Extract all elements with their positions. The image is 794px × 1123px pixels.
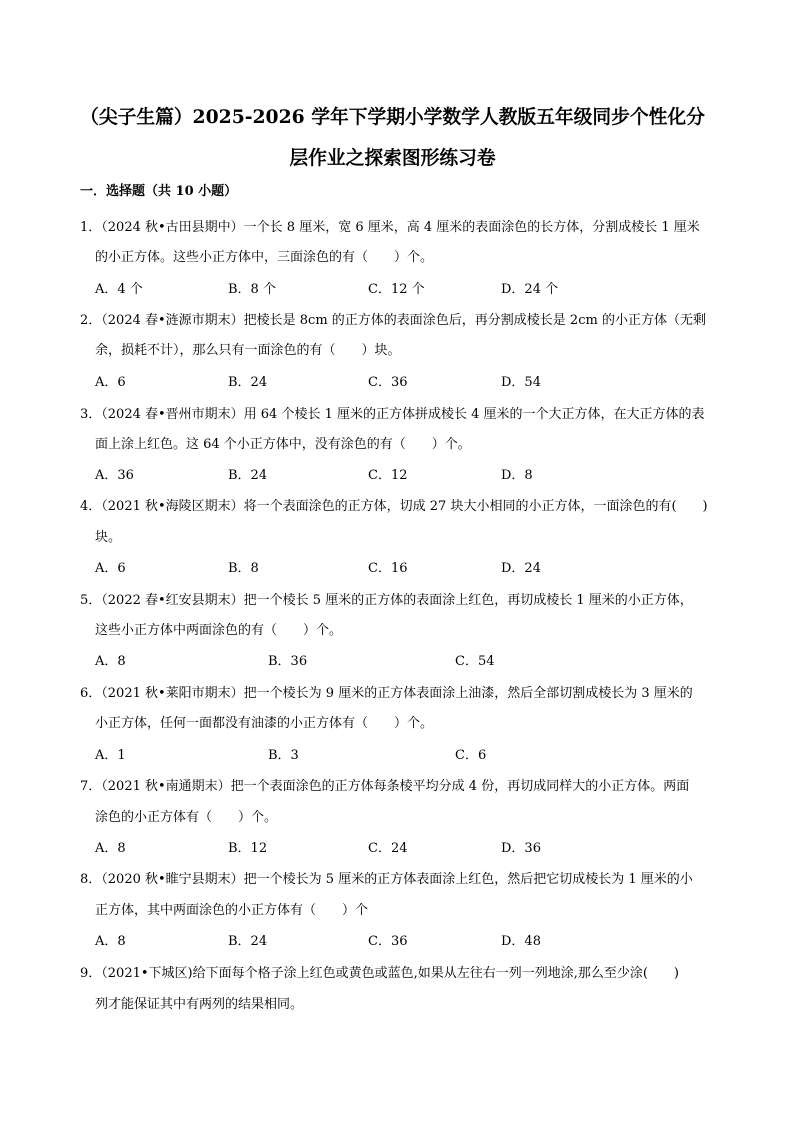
question-6-line-1: 6．（2021 秋•莱阳市期末）把一个棱长为 9 厘米的正方体表面涂上油漆，然后全部切割成棱长为 3 厘米的 bbox=[80, 686, 693, 701]
question-5-option-a: A．8 bbox=[95, 654, 126, 669]
question-2-line-1: 2．（2024 春•涟源市期末）把棱长是 8cm 的正方体的表面涂色后，再分割成棱长是 2cm 的小正方体（无剩 bbox=[80, 313, 706, 328]
question-2-option-d: D．54 bbox=[501, 375, 541, 390]
question-6-option-a: A．1 bbox=[95, 748, 126, 763]
question-8-line-2: 正方体，其中两面涂色的小正方体有（ ）个 bbox=[95, 903, 369, 918]
question-2-line-2: 余，损耗不计），那么只有一面涂色的有（ ）块。 bbox=[95, 343, 401, 358]
question-4-line-1: 4．（2021 秋•海陵区期末）将一个表面涂色的正方体，切成 27 块大小相同的小正方体，一面涂色的有( ) bbox=[80, 499, 708, 514]
question-7-option-a: A．8 bbox=[95, 841, 126, 856]
question-8-option-d: D．48 bbox=[501, 934, 541, 949]
question-7-option-b: B．12 bbox=[228, 841, 268, 856]
question-2-option-b: B．24 bbox=[228, 375, 268, 390]
question-8-line-1: 8．（2020 秋•睢宁县期末）把一个棱长为 5 厘米的正方体表面涂上红色，然后把它切成棱长为 1 厘米的小 bbox=[80, 872, 693, 887]
question-3-option-a: A．36 bbox=[95, 468, 134, 483]
question-4-option-c: C．16 bbox=[368, 561, 408, 576]
question-3-line-2: 面上涂上红色。这 64 个小正方体中，没有涂色的有（ ）个。 bbox=[95, 437, 471, 452]
question-7-option-c: C．24 bbox=[368, 841, 408, 856]
document-title-line-2: 层作业之探索图形练习卷 bbox=[289, 147, 496, 169]
question-6-line-2: 小正方体，任何一面都没有油漆的小正方体有（ ）个。 bbox=[95, 716, 434, 731]
question-1-line-2: 的小正方体。这些小正方体中，三面涂色的有（ ）个。 bbox=[95, 250, 434, 265]
question-1-option-a: A．4 个 bbox=[95, 282, 143, 297]
question-8-option-c: C．36 bbox=[368, 934, 408, 949]
question-9-line-1: 9．（2021•下城区)给下面每个格子涂上红色或黄色或蓝色,如果从左往右一列一列地涂,那么至少涂( ) bbox=[80, 966, 680, 981]
question-3-option-c: C．12 bbox=[368, 468, 408, 483]
question-8-option-b: B．24 bbox=[228, 934, 268, 949]
question-6-option-c: C．6 bbox=[455, 748, 487, 763]
question-5-option-c: C．54 bbox=[455, 654, 495, 669]
document-title-line-1: （尖子生篇）2025-2026 学年下学期小学数学人教版五年级同步个性化分 bbox=[80, 106, 705, 128]
question-5-line-1: 5．（2022 春•红安县期末）把一个棱长 5 厘米的正方体的表面涂上红色，再切成棱长 1 厘米的小正方体， bbox=[80, 593, 693, 608]
question-4-option-b: B．8 bbox=[228, 561, 259, 576]
question-8-option-a: A．8 bbox=[95, 934, 126, 949]
question-2-option-a: A．6 bbox=[95, 375, 126, 390]
question-1-option-d: D．24 个 bbox=[501, 282, 559, 297]
section-heading: 一．选择题（共 10 小题） bbox=[80, 184, 238, 199]
question-1-option-c: C．12 个 bbox=[368, 282, 425, 297]
question-7-line-2: 涂色的小正方体有（ ）个。 bbox=[95, 810, 278, 825]
question-1-option-b: B．8 个 bbox=[228, 282, 276, 297]
question-5-line-2: 这些小正方体中两面涂色的有（ ）个。 bbox=[95, 623, 343, 638]
question-7-option-d: D．36 bbox=[501, 841, 541, 856]
question-2-option-c: C．36 bbox=[368, 375, 408, 390]
question-4-line-2: 块。 bbox=[95, 530, 122, 545]
question-3-option-d: D．8 bbox=[501, 468, 533, 483]
question-4-option-d: D．24 bbox=[501, 561, 541, 576]
question-1-line-1: 1．（2024 秋•古田县期中）一个长 8 厘米，宽 6 厘米，高 4 厘米的表面涂色的长方体，分割成棱长 1 厘米 bbox=[80, 220, 700, 235]
question-7-line-1: 7．（2021 秋•南通期末）把一个表面涂色的正方体每条棱平均分成 4 份，再切成同样大的小正方体。两面 bbox=[80, 779, 690, 794]
question-3-line-1: 3．（2024 春•晋州市期末）用 64 个棱长 1 厘米的正方体拼成棱长 4 厘米的一个大正方体，在大正方体的表 bbox=[80, 407, 705, 422]
question-9-line-2: 列才能保证其中有两列的结果相同。 bbox=[95, 997, 304, 1012]
question-6-option-b: B．3 bbox=[268, 748, 299, 763]
question-4-option-a: A．6 bbox=[95, 561, 126, 576]
question-3-option-b: B．24 bbox=[228, 468, 268, 483]
question-5-option-b: B．36 bbox=[268, 654, 308, 669]
